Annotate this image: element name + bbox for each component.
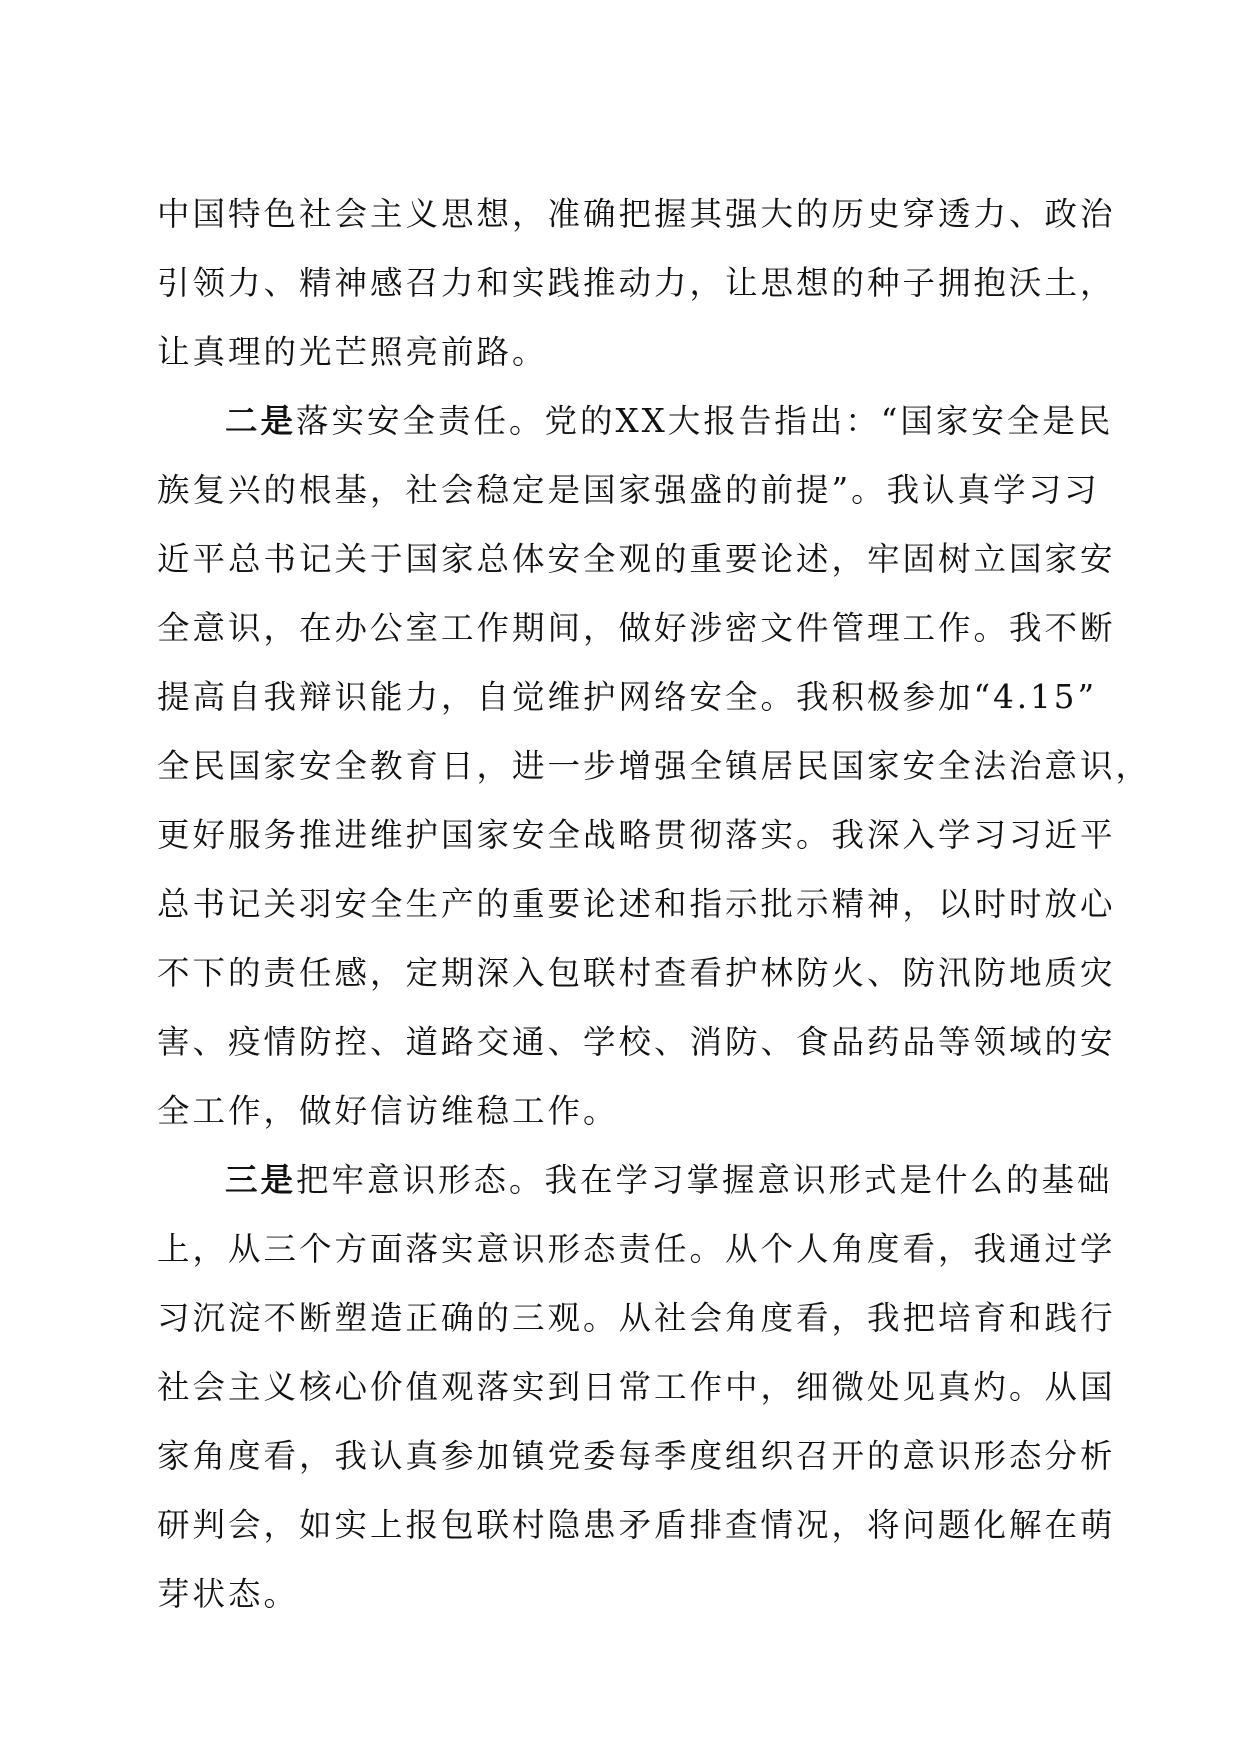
paragraph-2-line-10: 害、疫情防控、道路交通、学校、消防、食品药品等领域的安	[157, 1023, 1116, 1061]
paragraph-2-line-1	[157, 396, 1114, 465]
paragraph-2-line-1-text: 落实安全责任。党的XX大报告指出：“国家安全是民	[296, 402, 1114, 440]
paragraph-2-lead: 二是	[225, 401, 297, 440]
paragraph-2-line-3: 近平总书记关于国家总体安全观的重要论述，牢固树立国家安	[157, 540, 1116, 578]
paragraph-2-line-11: 全工作，做好信访维稳工作。	[157, 1092, 619, 1130]
paragraph-1-line-2: 引领力、精神感召力和实践推动力，让思想的种子拥抱沃土，	[157, 264, 1116, 302]
paragraph-3-line-1	[157, 1155, 1113, 1224]
paragraph-3-line-7: 芽状态。	[157, 1575, 300, 1613]
paragraph-3-line-1-text: 把牢意识形态。我在学习掌握意识形式是什么的基础	[296, 1161, 1113, 1199]
paragraph-3-line-6: 研判会，如实上报包联村隐患矛盾排查情况，将问题化解在萌	[157, 1506, 1116, 1544]
paragraph-2-line-2: 族复兴的根基，社会稳定是国家强盛的前提”。我认真学习习	[157, 471, 1100, 509]
paragraph-2-line-5: 提高自我辩识能力，自觉维护网络安全。我积极参加“4.15”	[157, 678, 1098, 716]
document-body	[157, 189, 1152, 1638]
paragraph-3-line-4: 社会主义核心价值观落实到日常工作中，细微处见真灼。从国	[157, 1368, 1116, 1406]
paragraph-3-line-5: 家角度看，我认真参加镇党委每季度组织召开的意识形态分析	[157, 1437, 1116, 1475]
paragraph-1-line-3: 让真理的光芒照亮前路。	[157, 333, 548, 371]
paragraph-2-line-9: 不下的责任感，定期深入包联村查看护林防火、防汛防地质灾	[157, 954, 1116, 992]
paragraph-1-line-1: 中国特色社会主义思想，准确把握其强大的历史穿透力、政治	[157, 195, 1116, 233]
paragraph-3-line-3: 习沉淀不断塑造正确的三观。从社会角度看，我把培育和践行	[157, 1299, 1116, 1337]
paragraph-2-line-4: 全意识，在办公室工作期间，做好涉密文件管理工作。我不断	[157, 609, 1116, 647]
paragraph-2-line-8: 总书记关羽安全生产的重要论述和指示批示精神，以时时放心	[157, 885, 1116, 923]
paragraph-3-lead: 三是	[225, 1160, 297, 1199]
paragraph-3-line-2: 上，从三个方面落实意识形态责任。从个人角度看，我通过学	[157, 1230, 1116, 1268]
paragraph-2-line-6: 全民国家安全教育日，进一步增强全镇居民国家安全法治意识，	[157, 747, 1152, 785]
paragraph-2-line-7: 更好服务推进维护国家安全战略贯彻落实。我深入学习习近平	[157, 816, 1116, 854]
